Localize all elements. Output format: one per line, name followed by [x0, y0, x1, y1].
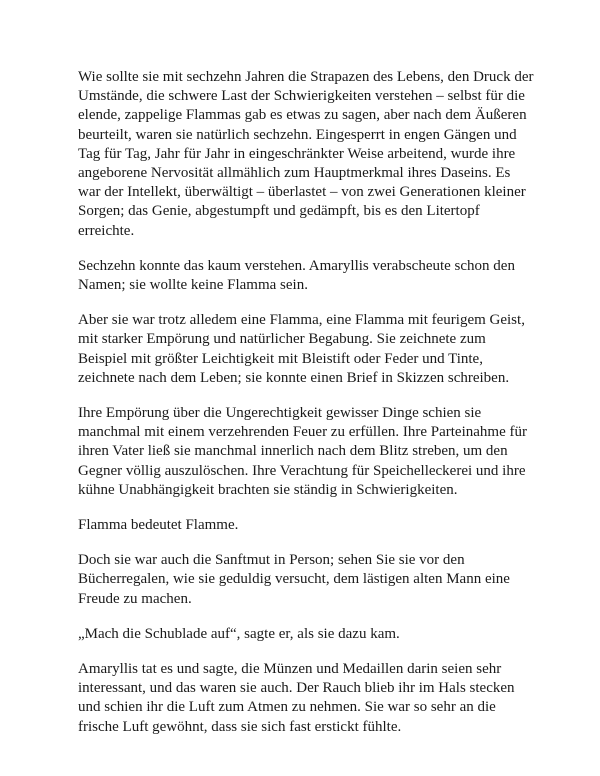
paragraph-8: Amaryllis tat es und sagte, die Münzen und Medaillen darin seien sehr interessant, und das waren sie auch. Der Rauch blieb ihr im Hals stecken und schien ihr die Luft zum Atmen zu nehmen. Sie war so sehr an die frische Luft gewöhnt, dass sie sich fast erstickt fühlte. — [78, 661, 515, 735]
paragraph-7: „Mach die Schublade auf“, sagte er, als sie dazu kam. — [78, 625, 400, 642]
paragraph-6: Doch sie war auch die Sanftmut in Person; sehen Sie sie vor den Bücherregalen, wie sie geduldig versucht, dem lästigen alten Mann eine Freude zu machen. — [78, 552, 510, 607]
paragraph-5: Flamma bedeutet Flamme. — [78, 517, 239, 534]
paragraph-2: Sechzehn konnte das kaum verstehen. Amaryllis verabscheute schon den Namen; sie wollte keine Flamma sein. — [78, 257, 515, 294]
document-page — [78, 68, 534, 753]
paragraph-3: Aber sie war trotz alledem eine Flamma, eine Flamma mit feurigem Geist, mit starker Empörung und natürlicher Begabung. Sie zeichnete zum Beispiel mit größter Leichtigkeit mit Bleistift oder Feder und Tinte, zeichnete nach dem Leben; sie konnte einen Brief in Skizzen schreiben. — [78, 312, 525, 386]
paragraph-1: Wie sollte sie mit sechzehn Jahren die Strapazen des Lebens, den Druck der Umstände, die schwere Last der Schwierigkeiten verstehen – selbst für die elende, zappelige Flammas gab es etwas zu sagen, aber nach dem Äußeren beurteilt, waren sie natürlich sechzehn. Eingesperrt in engen Gängen und Tag für Tag, Jahr für Jahr in eingeschränkter Weise arbeitend, wurde ihre angeborene Nervosität allmählich zum Hauptmerkmal ihres Daseins. Es war der Intellekt, überwältigt – überlastet – von zwei Generationen kleiner Sorgen; das Genie, abgestumpft und gedämpft, bis es den Litertopf erreichte. — [78, 69, 534, 239]
paragraph-4: Ihre Empörung über die Ungerechtigkeit gewisser Dinge schien sie manchmal mit einem verzehrenden Feuer zu erfüllen. Ihre Parteinahme für ihren Vater ließ sie manchmal innerlich nach dem Blitz streben, um den Gegner völlig auszulöschen. Ihre Verachtung für Speichelleckerei und ihre kühne Unabhängigkeit brachten sie ständig in Schwierigkeiten. — [78, 405, 527, 498]
